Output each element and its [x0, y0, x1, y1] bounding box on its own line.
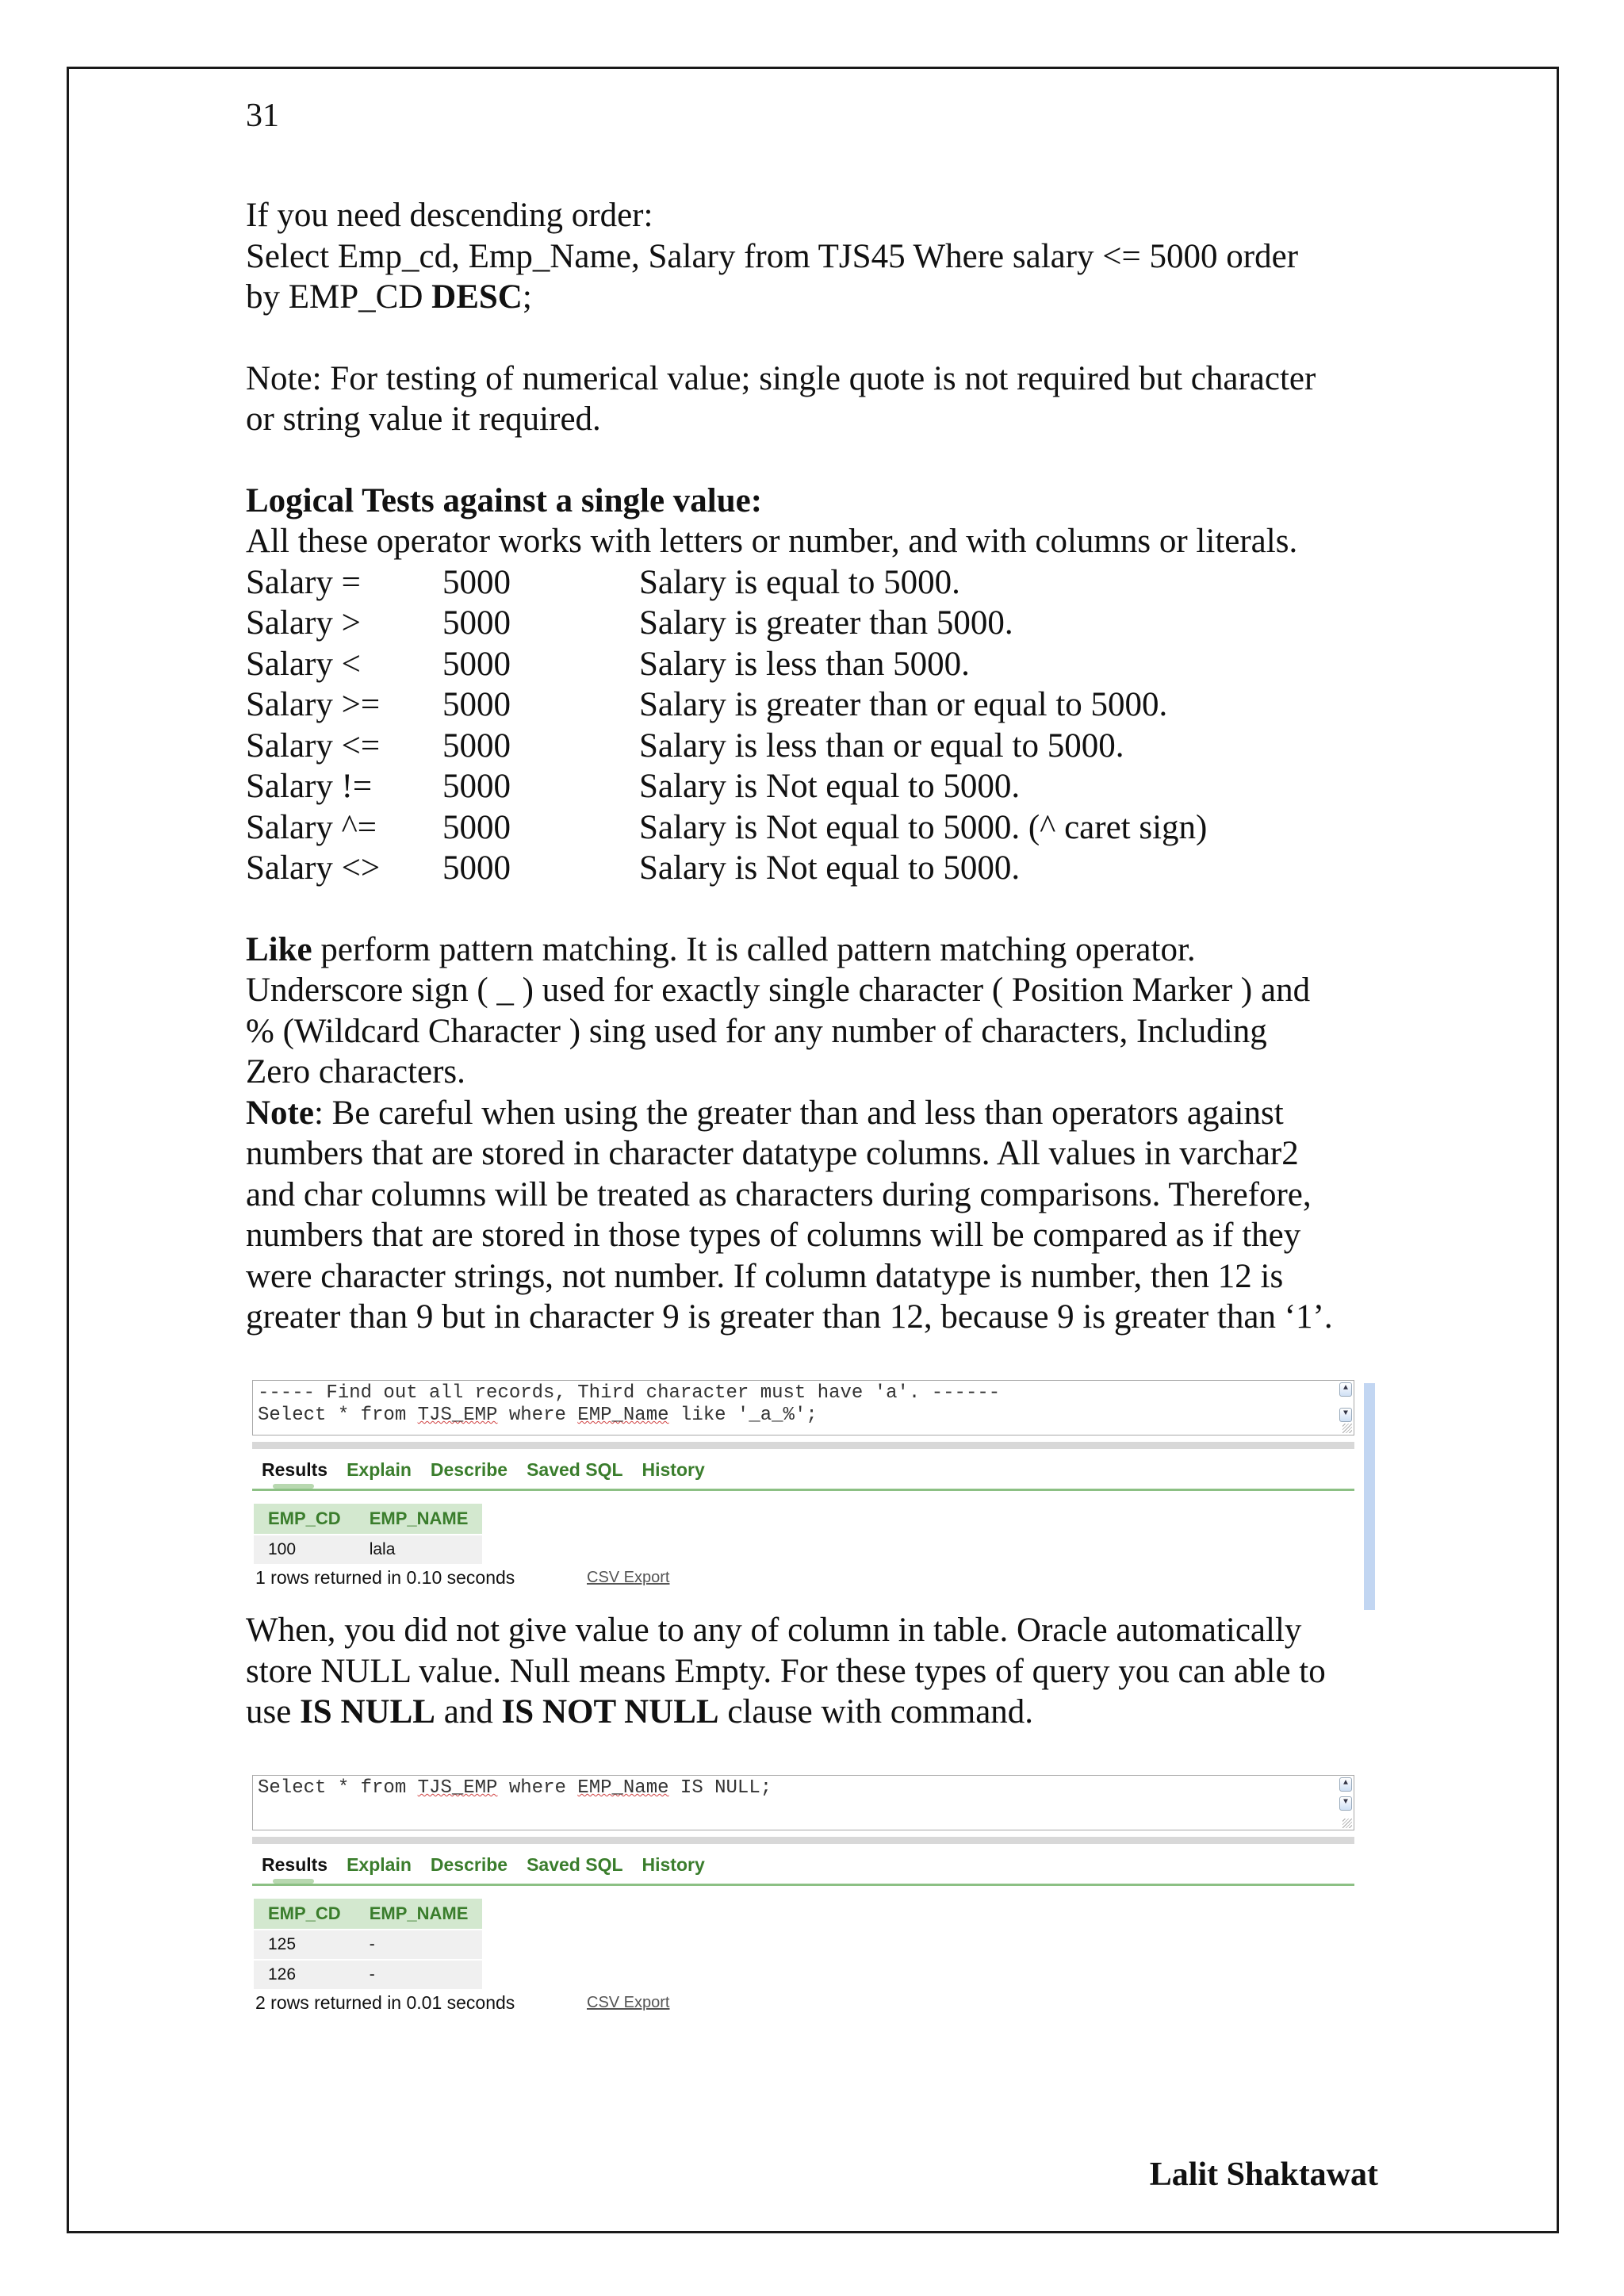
null-text-line: use IS NULL and IS NOT NULL clause with command.: [246, 1693, 1034, 1731]
like-line: % (Wildcard Character ) sing used for any number of characters, Including: [246, 1012, 1267, 1050]
result-tabs: [252, 1455, 1378, 1484]
tab-underline: [252, 1884, 1354, 1886]
logical-desc: All these operator works with letters or number, and with columns or literals.: [246, 523, 1298, 560]
like-line: Like perform pattern matching. It is called pattern matching operator.: [246, 930, 1196, 968]
note-line: Note: For testing of numerical value; single quote is not required but character: [246, 359, 1316, 397]
results-table: [254, 1504, 482, 1564]
note2-line: Note: Be careful when using the greater than and less than operators against: [246, 1094, 1284, 1132]
author-name: Lalit Shaktawat: [1149, 2156, 1378, 2193]
csv-export-link[interactable]: CSV Export: [587, 1569, 670, 1586]
logical-heading: Logical Tests against a single value:: [246, 481, 763, 519]
table-row: 125 -: [254, 1930, 482, 1960]
rows-returned-status: 2 rows returned in 0.01 seconds: [255, 1992, 515, 2013]
null-text-line: When, you did not give value to any of column in table. Oracle automatically: [246, 1612, 1302, 1649]
null-text-line: store NULL value. Null means Empty. For these types of query you can able to: [246, 1652, 1326, 1690]
text-block-top: [246, 195, 1388, 1338]
resize-grip-icon[interactable]: [1342, 1424, 1352, 1433]
table-row: 100 lala: [254, 1535, 482, 1564]
tab-describe[interactable]: Describe: [430, 1853, 508, 1875]
tab-history[interactable]: History: [642, 1853, 705, 1875]
results-footer: [252, 1992, 1378, 2014]
sql-editor[interactable]: ----- Find out all records, Third character must have 'a'. ------ Select * from TJS_EMP where EMP_Name like '_a_%'; ▲ ▼: [252, 1380, 1354, 1435]
tab-saved-sql[interactable]: Saved SQL: [527, 1853, 623, 1875]
scroll-down-icon[interactable]: ▼: [1339, 1796, 1352, 1811]
sql-editor[interactable]: Select * from TJS_EMP where EMP_Name IS NULL; ▲ ▼: [252, 1775, 1354, 1830]
operator-row: Salary != 5000 Salary is Not equal to 5000.: [246, 768, 1021, 805]
like-line: Underscore sign ( _ ) used for exactly single character ( Position Marker ) and: [246, 972, 1311, 1009]
sql-workshop-screenshot-1: [252, 1380, 1378, 1589]
results-footer: [252, 1567, 1378, 1589]
tab-explain[interactable]: Explain: [347, 1458, 412, 1480]
operator-row: Salary <= 5000 Salary is less than or equal to 5000.: [246, 726, 1124, 765]
intro-sql-line: Select Emp_cd, Emp_Name, Salary from TJS45 Where salary <= 5000 order: [246, 237, 1299, 275]
operator-row: Salary < 5000 Salary is less than 5000.: [246, 645, 970, 683]
separator: [252, 1442, 1354, 1449]
rows-returned-status: 1 rows returned in 0.10 seconds: [255, 1567, 515, 1588]
resize-grip-icon[interactable]: [1342, 1819, 1352, 1828]
operator-row: Salary >= 5000 Salary is greater than or equal to 5000.: [246, 686, 1168, 723]
note-line: or string value it required.: [246, 401, 601, 438]
intro-line: If you need descending order:: [246, 197, 653, 234]
operator-table: [246, 562, 1388, 889]
tab-describe[interactable]: Describe: [430, 1458, 508, 1480]
separator: [252, 1837, 1354, 1844]
like-line: Zero characters.: [246, 1053, 465, 1091]
tab-results[interactable]: Results: [262, 1458, 328, 1480]
tab-underline: [252, 1489, 1354, 1491]
results-table: [254, 1899, 482, 1989]
page-number: 31: [246, 98, 279, 134]
tab-saved-sql[interactable]: Saved SQL: [527, 1458, 623, 1480]
column-header-emp-name: EMP_NAME: [355, 1504, 483, 1535]
note2-line: were character strings, not number. If column datatype is number, then 12 is: [246, 1257, 1284, 1295]
intro-sql-line-2: by EMP_CD DESC;: [246, 278, 532, 316]
tab-explain[interactable]: Explain: [347, 1853, 412, 1875]
csv-export-link[interactable]: CSV Export: [587, 1994, 670, 2011]
column-header-emp-cd: EMP_CD: [254, 1899, 355, 1930]
text-block-null: [246, 1610, 1388, 1733]
operator-row: Salary > 5000 Salary is greater than 5000.: [246, 604, 1013, 642]
table-row: 126 -: [254, 1960, 482, 1989]
operator-row: Salary = 5000 Salary is equal to 5000.: [246, 563, 960, 601]
scroll-up-icon[interactable]: ▲: [1339, 1777, 1352, 1792]
tab-results[interactable]: Results: [262, 1853, 328, 1875]
note2-line: numbers that are stored in those types of columns will be compared as if they: [246, 1217, 1301, 1254]
note2-line: numbers that are stored in character datatype columns. All values in varchar2: [246, 1135, 1299, 1172]
operator-row: Salary <> 5000 Salary is Not equal to 5000.: [246, 849, 1021, 887]
note2-line: and char columns will be treated as characters during comparisons. Therefore,: [246, 1175, 1312, 1213]
column-header-emp-name: EMP_NAME: [355, 1899, 483, 1930]
scroll-up-icon[interactable]: ▲: [1339, 1382, 1352, 1397]
note2-line: greater than 9 but in character 9 is greater than 12, because 9 is greater than ‘1’.: [246, 1298, 1333, 1336]
column-header-emp-cd: EMP_CD: [254, 1504, 355, 1535]
operator-row: Salary ^= 5000 Salary is Not equal to 5000. (^ caret sign): [246, 808, 1208, 846]
tab-history[interactable]: History: [642, 1458, 705, 1480]
sql-workshop-screenshot-2: [252, 1775, 1378, 2014]
scroll-down-icon[interactable]: ▼: [1339, 1408, 1352, 1422]
result-tabs: [252, 1850, 1378, 1879]
